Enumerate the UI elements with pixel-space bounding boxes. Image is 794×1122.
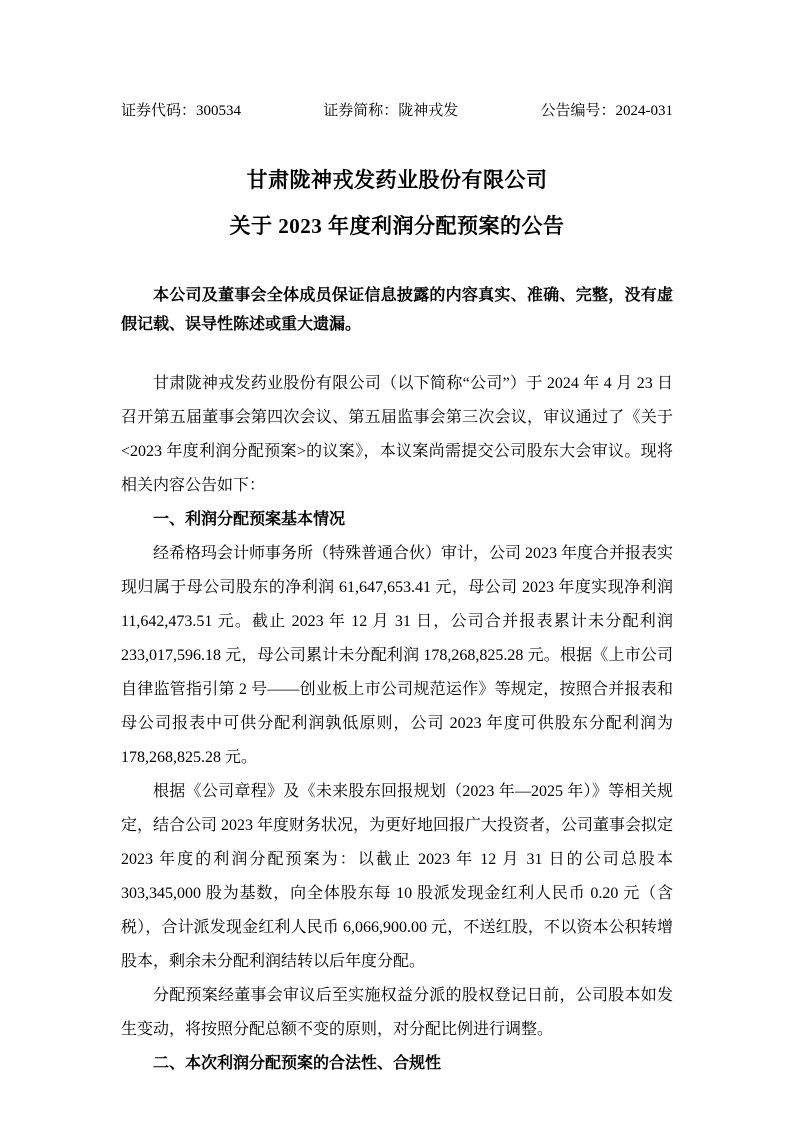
disclaimer-paragraph: 本公司及董事会全体成员保证信息披露的内容真实、准确、完整，没有虚假记载、误导性陈述或重大遗漏。 — [121, 287, 673, 333]
section2-heading: 二、本次利润分配预案的合法性、合规性 — [153, 1055, 442, 1072]
announcement-number: 公告编号：2024-031 — [540, 103, 673, 119]
stock-name: 证券简称：陇神戎发 — [323, 103, 459, 119]
document-body — [121, 367, 673, 1081]
section1-paragraph-3: 分配预案经董事会审议后至实施权益分派的股权登记日前，公司股本如发生变动，将按照分配总额不变的原则，对分配比例进行调整。 — [121, 987, 673, 1038]
section1-paragraph-1: 经希格玛会计师事务所（特殊普通合伙）审计，公司 2023 年度合并报表实现归属于母公司股东的净利润 61,647,653.41 元，母公司 2023 年度实现净利润 11,642,473.51 元。截止 2023 年 12 月 31 日，公司合并报表累计未分配利润 233,017,596.18 元，母公司累计未分配利润 178,268,825.28 元。根据《上市公司自律监管指引第 2 号——创业板上市公司规范运作》等规定，按照合并报表和母公司报表中可供分配利润孰低原则，公司 2023 年度可供股东分配利润为 178,268,825.28 元。 — [121, 545, 674, 766]
section1-heading: 一、利润分配预案基本情况 — [153, 511, 346, 528]
intro-paragraph: 甘肃陇神戎发药业股份有限公司（以下简称“公司”）于 2024 年 4 月 23 日召开第五届董事会第四次会议、第五届监事会第三次会议，审议通过了《关于<2023 年度利润分配预案>的议案》，本议案尚需提交公司股东大会审议。现将相关内容公告如下： — [121, 375, 673, 494]
document-title-line2: 关于 2023 年度利润分配预案的公告 — [229, 214, 565, 238]
section1-paragraph-2: 根据《公司章程》及《未来股东回报规划（2023 年—2025 年）》等相关规定，结合公司 2023 年度财务状况，为更好地回报广大投资者，公司董事会拟定 2023 年度的利润分配预案为：以截止 2023 年 12 月 31 日的公司总股本 303,345,000 股为基数，向全体股东每 10 股派发现金红利人民币 0.20 元（含税），合计派发现金红利人民币 6,066,900.00 元，不送红股，不以资本公积转增股本，剩余未分配利润结转以后年度分配。 — [121, 783, 674, 970]
stock-code: 证券代码：300534 — [121, 103, 242, 119]
document-title-line1: 甘肃陇神戎发药业股份有限公司 — [246, 168, 548, 192]
document-header — [121, 101, 673, 121]
